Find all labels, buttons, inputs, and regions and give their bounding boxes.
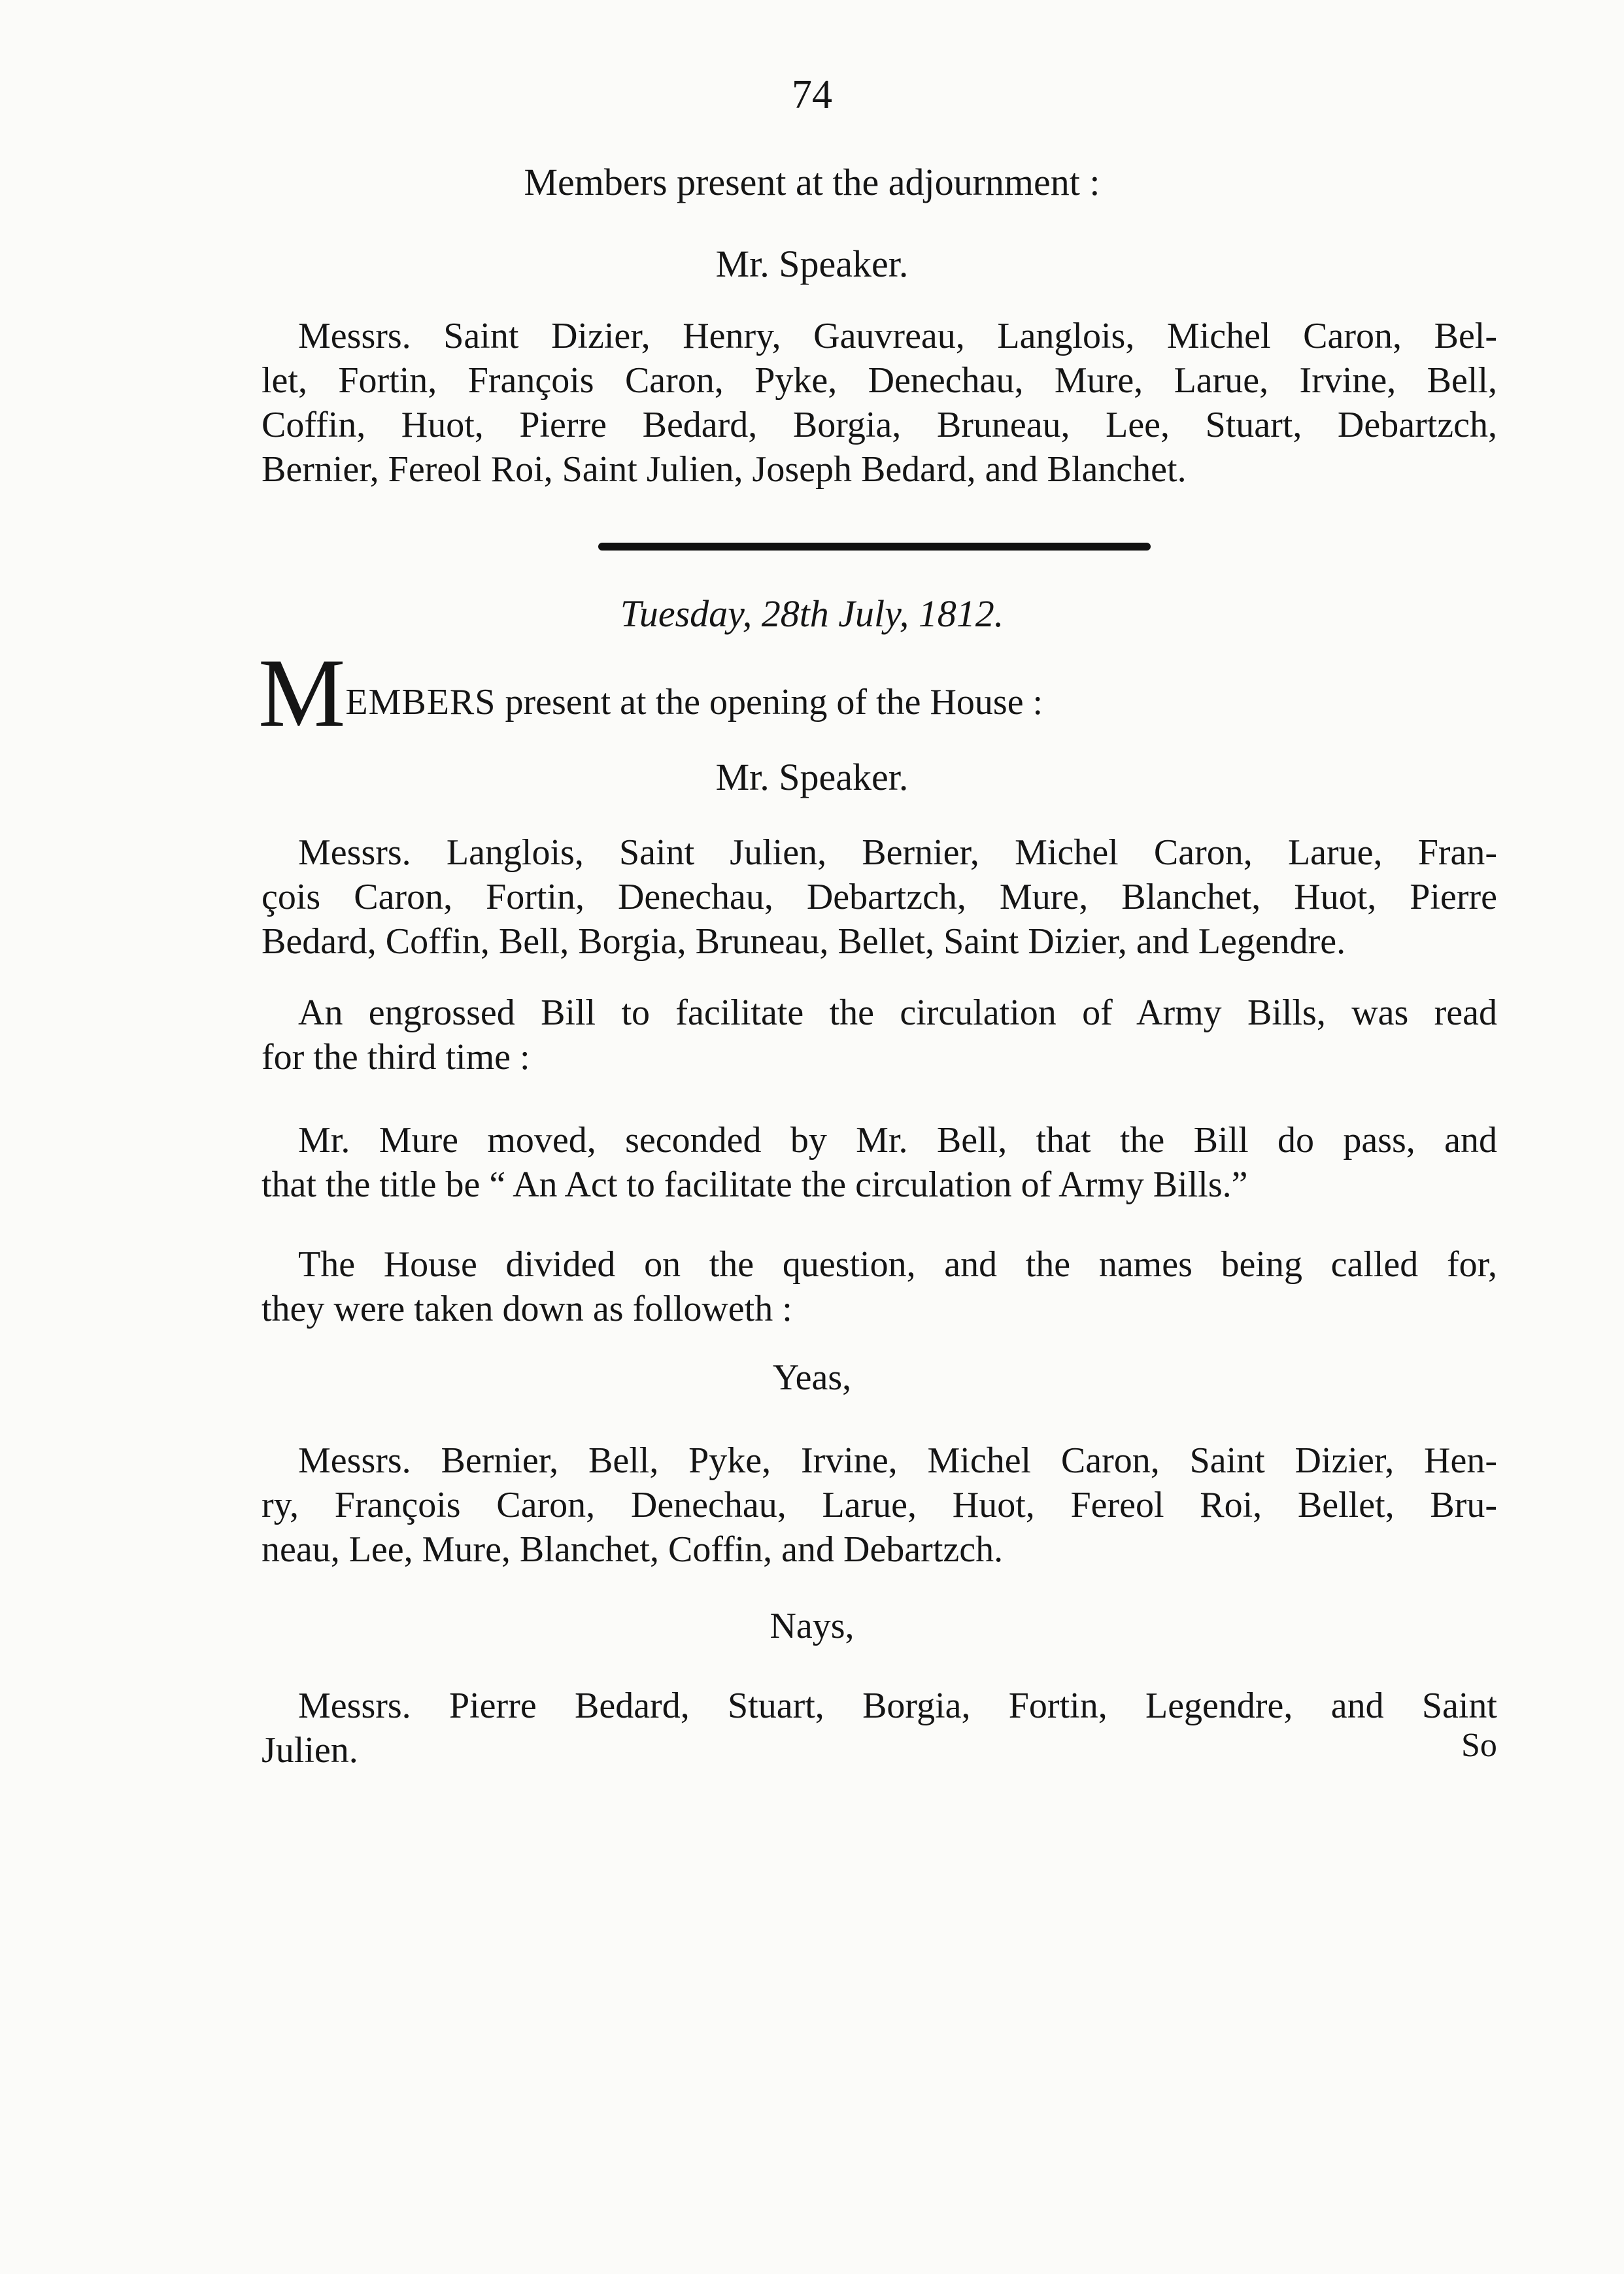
opening-smallcaps: EMBERS bbox=[345, 682, 496, 722]
text-line: ry, François Caron, Denechau, Larue, Huot, Fereol Roi, Bellet, Bru- bbox=[262, 1485, 1497, 1525]
text-line: Messrs. Langlois, Saint Julien, Bernier, Michel Caron, Larue, Fran- bbox=[298, 832, 1497, 873]
text-line: çois Caron, Fortin, Denechau, Debartzch, Mure, Blanchet, Huot, Pierre bbox=[262, 877, 1497, 917]
opening-members bbox=[262, 830, 1497, 964]
text-line: neau, Lee, Mure, Blanchet, Coffin, and Debartzch. bbox=[262, 1529, 1004, 1570]
motion-paragraph bbox=[262, 1118, 1497, 1207]
text-line: The House divided on the question, and the names being called for, bbox=[298, 1244, 1497, 1285]
yeas-heading: Yeas, bbox=[772, 1357, 852, 1398]
page-number: 74 bbox=[792, 73, 832, 117]
text-line: that the title be “ An Act to facilitate the circulation of Army Bills.” bbox=[262, 1164, 1248, 1205]
text-line: Messrs. Saint Dizier, Henry, Gauvreau, Langlois, Michel Caron, Bel- bbox=[298, 316, 1497, 356]
opening-rest: present at the opening of the House : bbox=[496, 682, 1043, 722]
bill-paragraph bbox=[262, 991, 1497, 1079]
text-line: they were taken down as followeth : bbox=[262, 1289, 792, 1329]
opening-speaker: Mr. Speaker. bbox=[715, 756, 909, 798]
text-line: Mr. Mure moved, seconded by Mr. Bell, that the Bill do pass, and bbox=[298, 1120, 1497, 1161]
text-line: Coffin, Huot, Pierre Bedard, Borgia, Bruneau, Lee, Stuart, Debartzch, bbox=[262, 405, 1497, 445]
text-line: Julien. bbox=[262, 1730, 358, 1771]
sitting-date: Tuesday, 28th July, 1812. bbox=[620, 592, 1004, 635]
section-divider bbox=[598, 543, 1151, 551]
adjournment-members bbox=[262, 314, 1497, 492]
text-line: Messrs. Bernier, Bell, Pyke, Irvine, Michel Caron, Saint Dizier, Hen- bbox=[298, 1440, 1497, 1481]
division-paragraph bbox=[262, 1242, 1497, 1331]
text-line: An engrossed Bill to facilitate the circulation of Army Bills, was read bbox=[298, 993, 1497, 1033]
adjournment-speaker: Mr. Speaker. bbox=[715, 243, 909, 285]
catchword: So bbox=[1461, 1727, 1497, 1764]
text-line: Bedard, Coffin, Bell, Borgia, Bruneau, Bellet, Saint Dizier, and Legendre. bbox=[262, 921, 1346, 962]
drop-initial: M bbox=[258, 639, 346, 747]
nays-members bbox=[262, 1684, 1497, 1773]
text-line: Bernier, Fereol Roi, Saint Julien, Joseph Bedard, and Blanchet. bbox=[262, 449, 1187, 490]
text-line: Messrs. Pierre Bedard, Stuart, Borgia, Fortin, Legendre, and Saint bbox=[298, 1686, 1497, 1726]
yeas-members bbox=[262, 1438, 1497, 1572]
adjournment-heading: Members present at the adjournment : bbox=[524, 161, 1100, 203]
opening-heading bbox=[258, 639, 1500, 747]
text-line: for the third time : bbox=[262, 1037, 530, 1078]
text-line: let, Fortin, François Caron, Pyke, Denechau, Mure, Larue, Irvine, Bell, bbox=[262, 360, 1497, 401]
nays-heading: Nays, bbox=[770, 1606, 854, 1646]
